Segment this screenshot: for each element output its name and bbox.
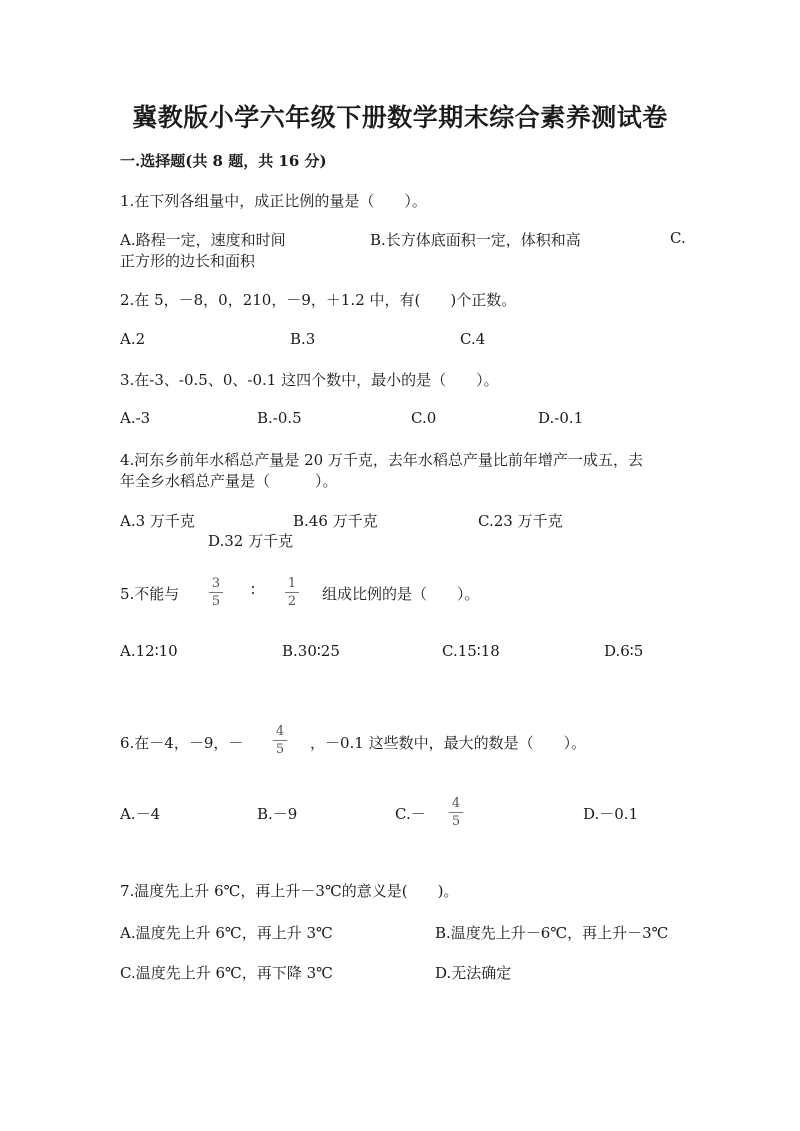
question-6-suffix: ，－0.1 这些数中，最大的数是（ ）。 xyxy=(310,734,587,752)
q3-option-a: A.-3 xyxy=(120,409,151,427)
q5-fraction-3-5 xyxy=(209,576,223,609)
q5-option-a: A.12∶10 xyxy=(120,642,178,660)
q5-option-d: D.6∶5 xyxy=(604,642,644,660)
q5-fraction-1-2 xyxy=(285,576,299,609)
question-5-prefix: 5.不能与 xyxy=(120,585,180,603)
fraction-denominator: 5 xyxy=(211,594,221,609)
q6-fraction-4-5 xyxy=(273,724,287,757)
q4-option-a: A.3 万千克 xyxy=(120,512,195,530)
q6-option-d: D.－0.1 xyxy=(583,805,639,823)
fraction-numerator: 4 xyxy=(275,724,285,739)
question-1: 1.在下列各组量中，成正比例的量是（ ）。 xyxy=(120,192,427,210)
q5-option-b: B.30∶25 xyxy=(282,642,340,660)
fraction-denominator: 2 xyxy=(287,594,297,609)
q4-option-d: D.32 万千克 xyxy=(208,532,294,550)
q2-option-c: C.4 xyxy=(460,330,486,348)
q6-option-a: A.－4 xyxy=(120,805,161,823)
q4-option-c: C.23 万千克 xyxy=(478,512,563,530)
q7-option-c: C.温度先上升 6℃，再下降 3℃ xyxy=(120,964,333,982)
page-title: 冀教版小学六年级下册数学期末综合素养测试卷 xyxy=(132,103,668,132)
q1-option-c-label: C. xyxy=(670,229,686,247)
section-heading: 一.选择题(共 8 题，共 16 分) xyxy=(120,152,327,170)
q1-option-a: A.路程一定，速度和时间 xyxy=(120,231,286,249)
q7-option-d: D.无法确定 xyxy=(435,964,512,982)
q5-ratio-colon: ∶ xyxy=(251,581,255,599)
question-4-line-1: 4.河东乡前年水稻总产量是 20 万千克，去年水稻总产量比前年增产一成五，去 xyxy=(120,451,643,469)
fraction-numerator: 3 xyxy=(211,576,221,591)
q4-option-b: B.46 万千克 xyxy=(293,512,378,530)
q6-option-c-prefix: C.－ xyxy=(395,805,426,823)
question-6-prefix: 6.在－4，－9，－ xyxy=(120,734,244,752)
q3-option-d: D.-0.1 xyxy=(538,409,584,427)
q6-option-c-fraction xyxy=(449,796,463,829)
q3-option-c: C.0 xyxy=(411,409,437,427)
question-3: 3.在-3、-0.5、0、-0.1 这四个数中，最小的是（ ）。 xyxy=(120,371,499,389)
q2-option-b: B.3 xyxy=(290,330,316,348)
q7-option-b: B.温度先上升－6℃，再上升－3℃ xyxy=(435,924,669,942)
fraction-numerator: 4 xyxy=(451,796,461,811)
q3-option-b: B.-0.5 xyxy=(257,409,302,427)
q6-option-b: B.－9 xyxy=(257,805,298,823)
q5-option-c: C.15∶18 xyxy=(442,642,500,660)
question-4-line-2: 年全乡水稻总产量是（ ）。 xyxy=(120,472,338,490)
q7-option-a: A.温度先上升 6℃，再上升 3℃ xyxy=(120,924,333,942)
question-5-suffix: 组成比例的是（ ）。 xyxy=(322,585,480,603)
fraction-numerator: 1 xyxy=(287,576,297,591)
q1-option-c-text: 正方形的边长和面积 xyxy=(120,252,256,270)
q2-option-a: A.2 xyxy=(120,330,146,348)
question-7: 7.温度先上升 6℃，再上升－3℃的意义是( )。 xyxy=(120,882,459,900)
fraction-denominator: 5 xyxy=(451,814,461,829)
fraction-denominator: 5 xyxy=(275,742,285,757)
question-2: 2.在 5，－8，0，210，－9，＋1.2 中，有( )个正数。 xyxy=(120,291,517,309)
q1-option-b: B.长方体底面积一定，体积和高 xyxy=(370,231,581,249)
